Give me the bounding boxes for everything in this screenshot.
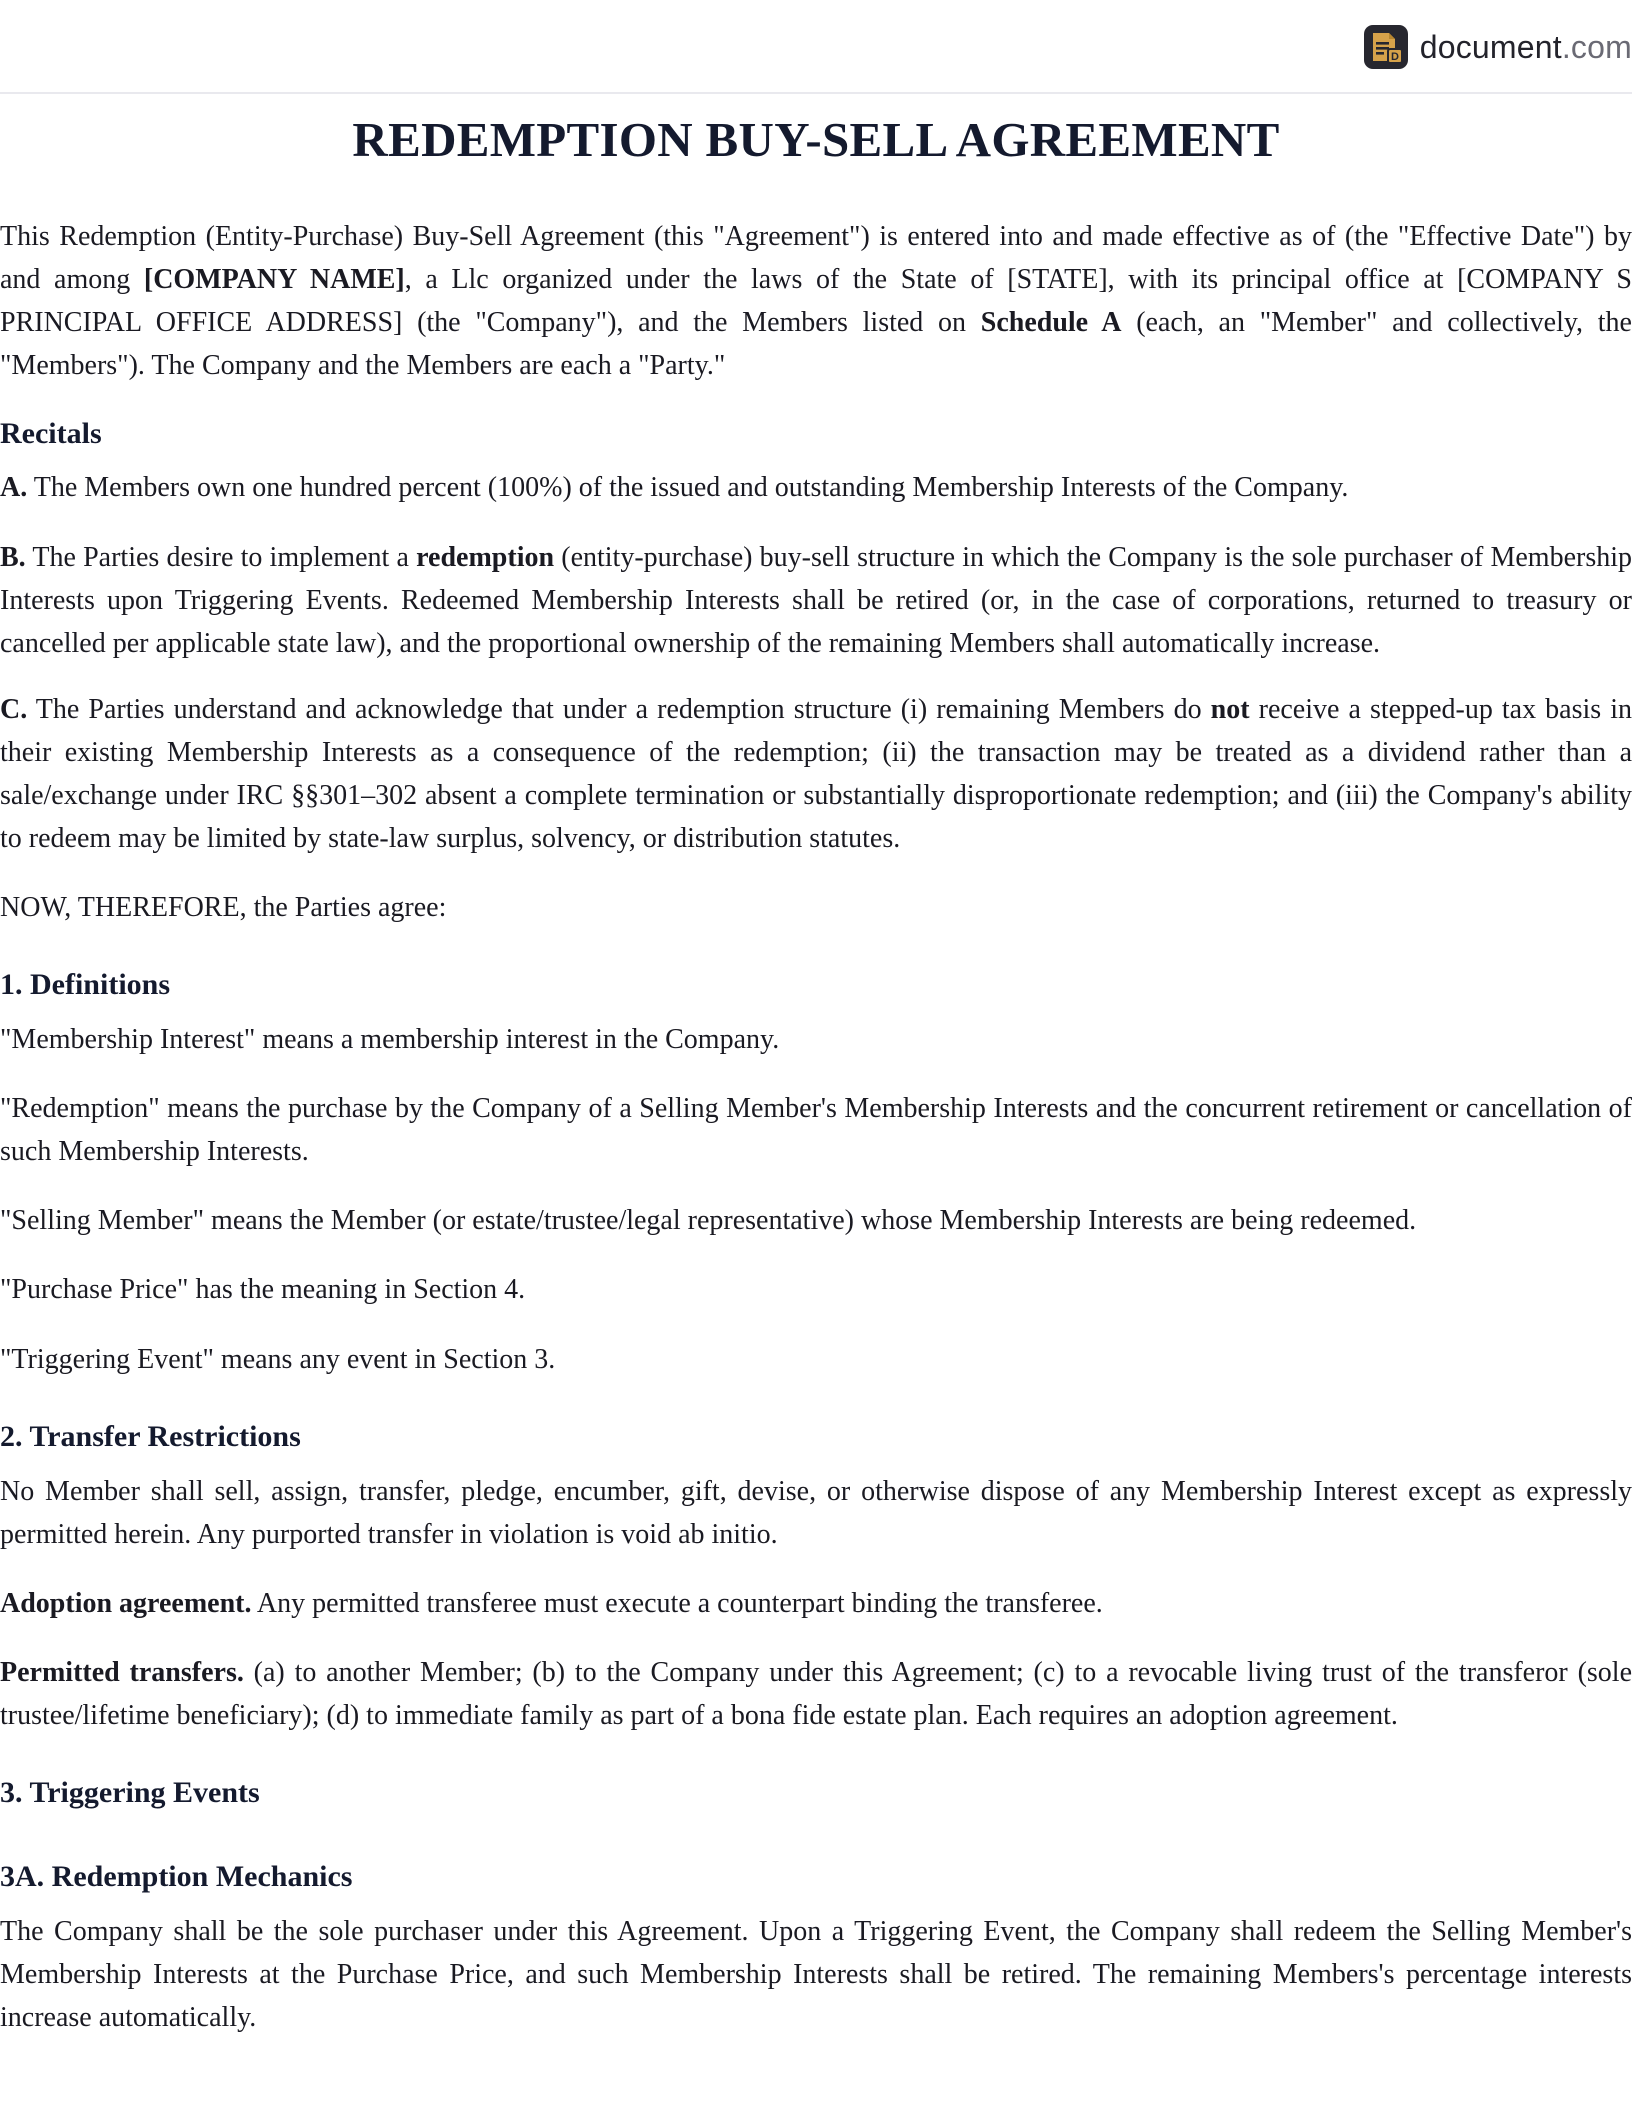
svg-text:D: D [1390, 51, 1399, 63]
definition-triggering-event: "Triggering Event" means any event in Section 3. [0, 1344, 556, 1375]
definition-selling-member: "Selling Member" means the Member (or estate/trustee/legal representative) whose Membership Interests are being redeemed. [0, 1205, 1417, 1236]
recital-b: B. The Parties desire to implement a redemption (entity-purchase) buy-sell structure in which the Company is the sole purchaser of Membership Interests upon Triggering Events. Redeemed Membership Interests shall be retired (or, in the case of corporations, returned to treasury or cancelled per applicable state law), and the proportional ownership of the remaining Members shall automatically increase. [0, 542, 1632, 659]
document-title: REDEMPTION BUY-SELL AGREEMENT [352, 112, 1280, 167]
redemption-mechanics-paragraph: The Company shall be the sole purchaser under this Agreement. Upon a Triggering Event, the Company shall redeem the Selling Member's Membership Interests at the Purchase Price, and such Membership Interests shall be retired. The remaining Members's percentage interests increase automatically. [0, 1916, 1632, 2033]
definition-purchase-price: "Purchase Price" has the meaning in Section 4. [0, 1274, 526, 1305]
section-3a-heading: 3A. Redemption Mechanics [0, 1860, 353, 1893]
definition-redemption: "Redemption" means the purchase by the Company of a Selling Member's Membership Interests and the concurrent retirement or cancellation of such Membership Interests. [0, 1093, 1632, 1167]
definition-membership-interest: "Membership Interest" means a membership interest in the Company. [0, 1024, 780, 1055]
document-page [0, 110, 1632, 2039]
now-therefore: NOW, THEREFORE, the Parties agree: [0, 892, 447, 923]
recital-a: A. The Members own one hundred percent (100%) of the issued and outstanding Membership Interests of the Company. [0, 472, 1349, 503]
document-logo-icon [1364, 25, 1408, 69]
section-1-heading: 1. Definitions [0, 968, 171, 1001]
adoption-agreement-paragraph: Adoption agreement. Any permitted transferee must execute a counterpart binding the transferee. [0, 1588, 1103, 1619]
recitals-heading: Recitals [0, 417, 102, 450]
recital-c: C. The Parties understand and acknowledge that under a redemption structure (i) remaining Members do not receive a stepped-up tax basis in their existing Membership Interests as a consequence of the redemption; (ii) the transaction may be treated as a dividend rather than a sale/exchange under IRC §§301–302 absent a complete termination or substantially disproportionate redemption; and (iii) the Company's ability to redeem may be limited by state-law surplus, solvency, or distribution statutes. [0, 694, 1632, 854]
transfer-restrictions-paragraph: No Member shall sell, assign, transfer, pledge, encumber, gift, devise, or otherwise dispose of any Membership Interest except as expressly permitted herein. Any purported transfer in violation is void ab initio. [0, 1476, 1632, 1550]
header-bar [0, 0, 1632, 94]
section-2-heading: 2. Transfer Restrictions [0, 1420, 301, 1453]
brand-logo[interactable] [1364, 24, 1632, 70]
permitted-transfers-paragraph: Permitted transfers. (a) to another Member; (b) to the Company under this Agreement; (c) to a revocable living trust of the transferor (sole trustee/lifetime beneficiary); (d) to immediate family as part of a bona fide estate plan. Each requires an adoption agreement. [0, 1657, 1632, 1731]
intro-paragraph: This Redemption (Entity-Purchase) Buy-Sell Agreement (this "Agreement") is entered into and made effective as of (the "Effective Date") by and among [COMPANY NAME], a Llc organized under the laws of the State of [STATE], with its principal office at [COMPANY S PRINCIPAL OFFICE ADDRESS] (the "Company"), and the Members listed on Schedule A (each, an "Member" and collectively, the "Members"). The Company and the Members are each a "Party." [0, 221, 1632, 381]
brand-name: document.com [1419, 28, 1632, 65]
section-3-heading: 3. Triggering Events [0, 1776, 260, 1809]
